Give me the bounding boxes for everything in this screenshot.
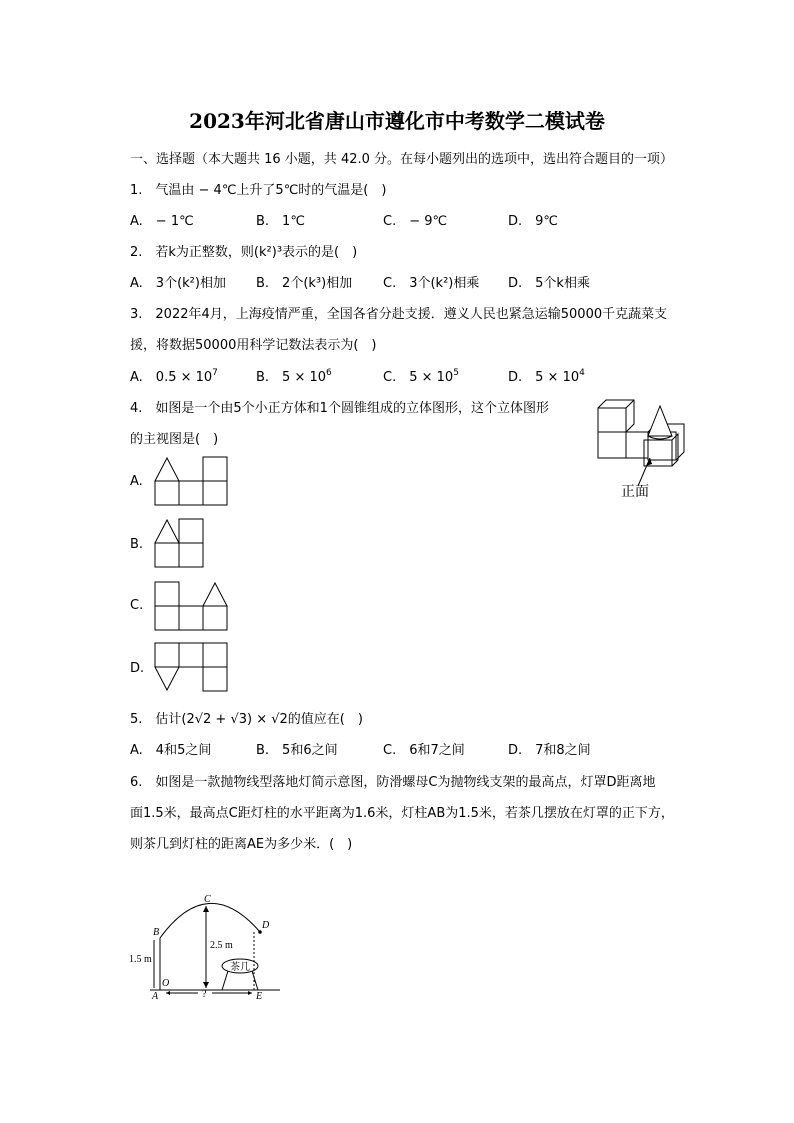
q4-option-d-label: D. [130,661,145,676]
q5-stem: 5. 估计(2√2 + √3) × √2的值应在( ) [130,712,363,727]
q2-option-b: B. 2个(k³)相加 [256,276,353,291]
q6-stem-line2: 面1.5米，最高点C距灯柱的水平距离为1.6米，灯柱AB为1.5米，若茶几摆放在灯罩的正下方， [130,806,674,821]
q4-option-c-figure [154,581,234,633]
q6-label-d: D [262,920,270,931]
q2-option-a: A. 3个(k²)相加 [130,276,226,291]
q3-option-a: A. $0.5 \times 10^7$ [130,368,218,385]
q6-label-o: O [162,978,170,989]
q2-option-d: D. 5个k相乘 [508,276,590,291]
q1-stem: 1. 气温由 − 4℃上升了5℃时的气温是( ) [130,183,387,198]
q6-table-label: 茶几 [230,962,250,973]
q5-option-d: D. 7和8之间 [508,743,591,758]
section-header: 一、选择题（本大题共 16 小题，共 42.0 分。在每小题列出的选项中，选出符合题目的一项） [130,152,674,167]
q3-stem-line2: 援，将数据50000用科学记数法表示为( ) [130,338,377,353]
q4-option-d-figure [154,642,234,694]
q6-label-c: C [204,894,211,905]
q3-option-c: C. $5 \times 10^5$ [383,368,459,385]
q6-unknown-label: ? [202,989,207,1000]
q1-option-c: C. − 9℃ [383,214,448,229]
q2-option-c: C. 3个(k²)相乘 [383,276,480,291]
q1-option-d: D. 9℃ [508,214,559,229]
q4-stem-line1: 4. 如图是一个由5个小正方体和1个圆锥组成的立体图形，这个立体图形 [130,401,549,416]
page-title: 2023年河北省唐山市遵化市中考数学二模试卷 [189,109,605,133]
q3-stem-line1: 3. 2022年4月，上海疫情严重，全国各省分赴支援．遵义人民也紧急运输50000千克蔬菜支 [130,307,668,322]
q6-stem-line3: 则茶几到灯柱的距离AE为多少米．( ) [130,837,353,852]
q4-stem-line2: 的主视图是( ) [130,432,219,447]
q1-option-a: A. − 1℃ [130,214,194,229]
q6-label-b: B [153,927,160,938]
q4-front-label: 正面 [621,484,649,500]
q6-label-e: E [256,991,263,1002]
q4-option-a-label: A. [130,474,143,489]
q2-stem: 2. 若k为正整数，则(k²)³表示的是( ) [130,245,358,260]
q6-label-a: A [152,991,159,1002]
q4-option-b-label: B. [130,537,144,552]
q5-option-a: A. 4和5之间 [130,743,212,758]
q5-option-b: B. 5和6之间 [256,743,338,758]
q4-option-b-figure [154,518,214,570]
q5-option-c: C. 6和7之间 [383,743,465,758]
q1-option-b: B. 1℃ [256,214,305,229]
q3-option-b: B. $5 \times 10^6$ [256,368,332,385]
q6-lamp-figure [128,890,288,1005]
q4-option-c-label: C. [130,598,144,613]
q3-option-d: D. $5 \times 10^4$ [508,368,585,385]
q4-option-a-figure [154,456,234,508]
q6-left-label: 1.5 m [129,954,152,965]
q6-stem-line1: 6. 如图是一款抛物线型落地灯简示意图，防滑螺母C为抛物线支架的最高点，灯罩D距离地 [130,775,656,790]
q6-height-label: 2.5 m [210,940,233,951]
